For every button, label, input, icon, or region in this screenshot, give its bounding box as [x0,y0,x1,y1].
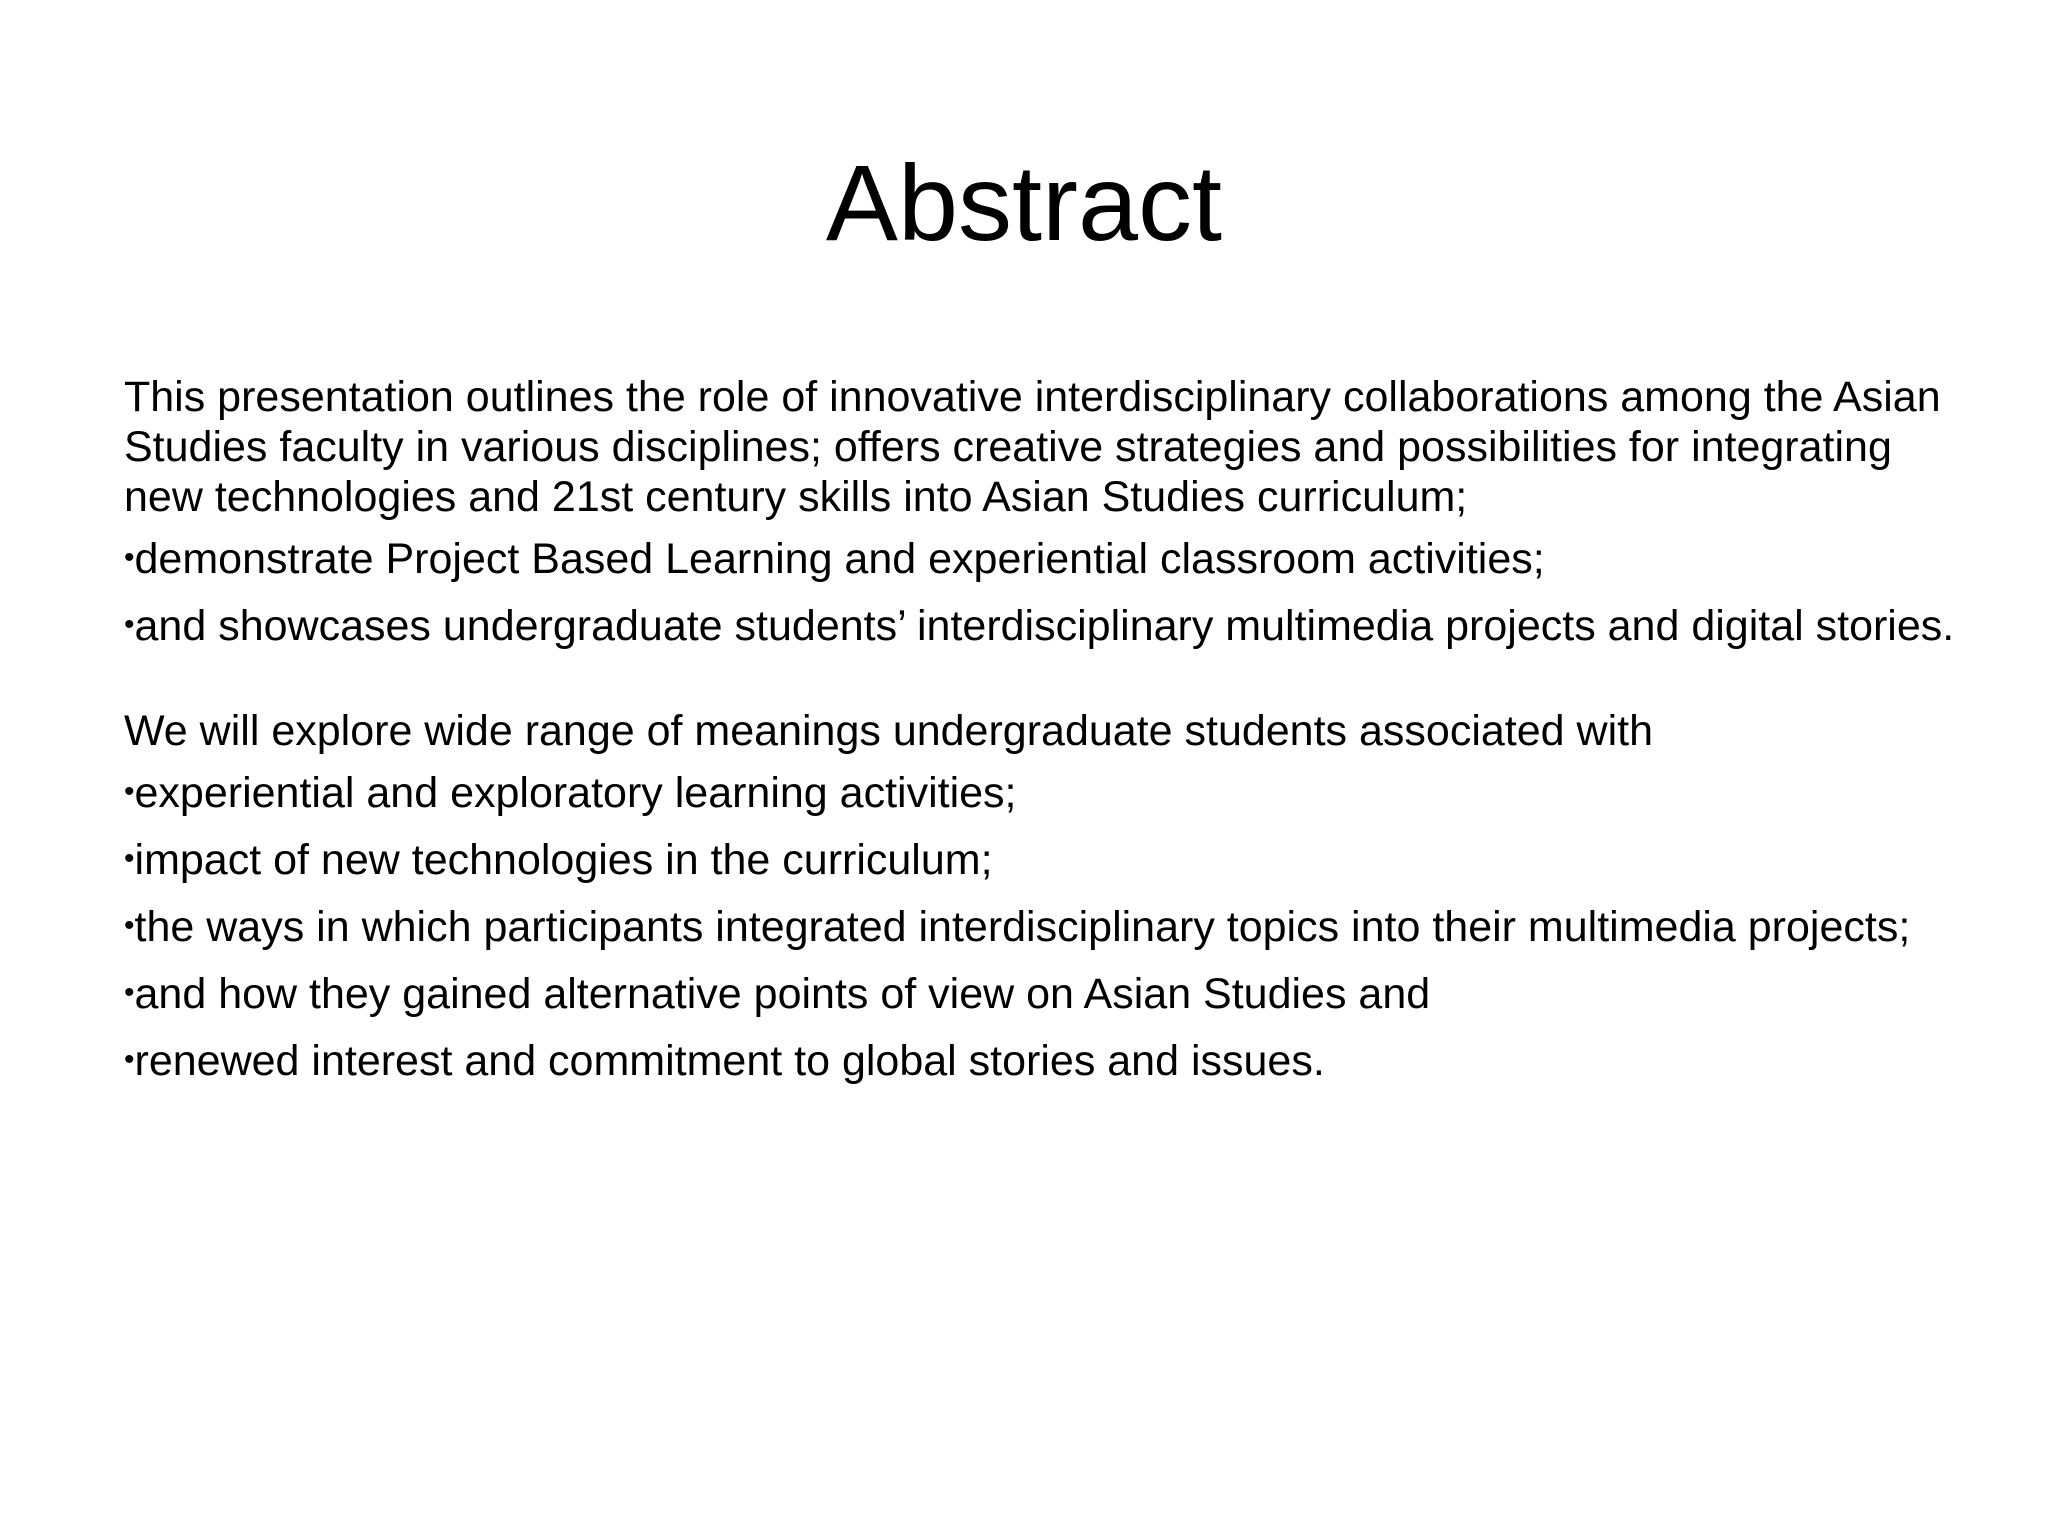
bullet-text: impact of new technologies in the curriculum; [134,836,993,884]
bullet-item [124,1036,1964,1091]
bullet-icon: • [124,775,135,808]
bullet-icon: • [124,976,135,1009]
bullet-icon: • [124,909,135,942]
bullet-icon: • [124,608,135,641]
intro-paragraph: This presentation outlines the role of innovative interdisciplinary collaborations among the Asian Studies faculty in various disciplines; offers creative strategies and possibilities for integrating new technologies and 21st century skills into Asian Studies curriculum; [124,373,1941,521]
bullet-item [124,768,1964,823]
bullet-icon: • [124,1043,135,1076]
bullet-text: renewed interest and commitment to global stories and issues. [134,1037,1325,1085]
bullet-text: demonstrate Project Based Learning and experiential classroom activities; [134,535,1545,583]
bullet-text: and showcases undergraduate students’ interdisciplinary multimedia projects and digital stories. [134,602,1955,650]
slide-title: Abstract [825,142,1223,263]
explore-paragraph: We will explore wide range of meanings undergraduate students associated with [124,707,1653,755]
bullet-item [124,601,1964,656]
bullet-item [124,969,1964,1024]
bullet-item [124,902,1964,957]
bullet-text: and how they gained alternative points of view on Asian Studies and [134,970,1431,1018]
bullet-icon: • [124,541,135,574]
bullet-item [124,534,1964,589]
bullet-icon: • [124,842,135,875]
bullet-item [124,835,1964,890]
bullet-text: the ways in which participants integrated interdisciplinary topics into their multimedia projects; [134,903,1911,951]
slide-body [124,372,1964,1091]
bullet-text: experiential and exploratory learning activities; [134,769,1017,817]
